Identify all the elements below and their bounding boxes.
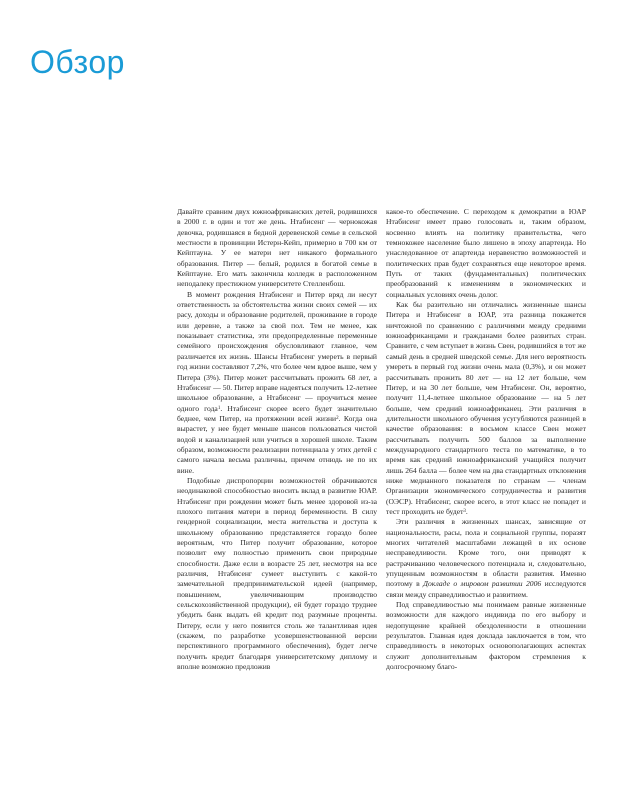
footnote-ref-1[interactable]: 1 bbox=[217, 405, 221, 411]
left-column bbox=[177, 207, 377, 672]
paragraph-text: В момент рождения Нтабисенг и Питер вряд ли несут ответственность за обстоятельства жизни своих семей — их расу, доходы и образование родителей, проживание в городе или деревне, а также за свой пол. Тем не менее, как показывает статистика, эти предопределенные переменные семейного происхождения обусловливают главное, чем различается их жизнь. Шансы Нтабисенг умереть в первый год жизни составляют 7,2%, что более чем вдвое выше, чем у Питера (3%). Питер может рассчитывать прожить 68 лет, а Нтабисенг — 50. Питер вправе надеяться получить 12-летнее школьное образование, а Нтабисенг — проучиться менее одного года bbox=[177, 289, 377, 413]
paragraph-text: Как бы разительно ни отличались жизненные шансы Питера и Нтабисенг в ЮАР, эта разница покажется ничтожной по сравнению с различиями между средними южноафриканцами и гражданами более развитых стран. Сравните, с чем вступает в жизнь Свен, родившийся в тот же самый день в средней шведской семье. Для него вероятность умереть в первый год жизни очень мала (0,3%), и он может рассчитывать прожить 80 лет — на 12 лет больше, чем Питер, и на 30 лет больше, чем Нтабисенг. Он, вероятно, получит 11,4-летнее школьное образование — на 5 лет больше, чем средний южноафриканец. Эти различия в длительности школьного обучения усугубляются разницей в качестве образования: в восьмом классе Свен может рассчитывать получить 500 баллов за выполнение международного стандартного теста по математике, в то время как средний южноафриканский учащийся получит лишь 264 балла — более чем на два стандартных отклонения ниже медианного показателя по странам — членам Организации экономического сотрудничества и развития (ОЭСР). Нтабисенг, скорее всего, в этот класс не попадет и тест проходить не будет bbox=[386, 300, 586, 516]
paragraph-text: . Когда она вырастет, у нее будет меньше шансов пользоваться чистой водой и канализацией или учиться в хорошей школе. Таким образом, возможности реализации потенциала у этих детей с самого начала весьма различны, причем отнюдь не по их вине. bbox=[177, 413, 377, 475]
paragraph: Подобные диспропорции возможностей обрачиваются неодинаковой способностью вносить вклад в развитие ЮАР. Нтабисенг при рождении может быть менее здоровой из-за плохого питания матери в период беременности. В силу гендерной социализации, места жительства и доступа к школьному образованию представляется гораздо более вероятным, что Питер получит образование, которое позволит ему полностью применить свои природные способности. Даже если в возрасте 25 лет, несмотря на все различия, Нтабисенг сумеет выступить с какой-то замечательной предпринимательской идеей (например, повышением, увеличивающим производство сельскохозяйственной продукции), ей будет гораздо труднее убедить банк выдать ей кредит под разумные проценты. Питеру, если у него появится столь же талантливая идея (скажем, по разработке усовершенствованной версии перспективного программного обеспечения), будет легче получить кредит благодаря университетскому диплому и вполне возможно предложив bbox=[177, 475, 377, 672]
report-title: Докладе о мировом развитии 2006 bbox=[423, 579, 542, 589]
paragraph-text: Эти различия в жизненных шансах, зависящие от национальности, расы, пола и социальной группы, поразят многих читателей масштабами лежащей в их основе несправедливости. Кроме того, они приводят к растрачиванию человеческого потенциала и, следовательно, упущенным возможностям в области развития. Именно поэтому в bbox=[386, 517, 586, 589]
paragraph-text: . bbox=[465, 506, 468, 516]
paragraph: Давайте сравним двух южноафриканских детей, родившихся в 2000 г. в один и тот же день. Нтабисенг — чернокожая девочка, родившаяся в бедной деревенской семье в сельской местности в провинции Истерн-Кейп, примерно в 700 км от Кейптауна. У ее матери нет никакого формального образования. Питер — белый, родился в богатой семье в Кейптауне. Его мать закончила колледж в расположенном неподалеку престижном университете Стелленбош. bbox=[177, 207, 377, 289]
footnote-ref-2[interactable]: 2 bbox=[336, 415, 339, 421]
paragraph-text: . Нтабисенг скорее всего будет значительно беднее, чем Питер, на протяжении всей жизни bbox=[177, 403, 377, 423]
paragraph bbox=[386, 517, 586, 600]
paragraph: какое-то обеспечение. С переходом к демократии в ЮАР Нтабисенг имеет право голосовать и, таким образом, косвенно влиять на политику правительства, чего темнокожее население было лишено в эпоху апартеида. Но унаследованное от апартеида неравенство возможностей и политических прав будет сохраняться еще некоторое время. Путь от таких (фундаментальных) политических преобразований к изменениям в экономических и социальных условиях очень долог. bbox=[386, 207, 586, 299]
page-title: Обзор bbox=[30, 44, 125, 80]
paragraph-text: исследуются связи между справедливостью и развитием. bbox=[386, 579, 586, 599]
footnote-ref-3[interactable]: 3 bbox=[463, 508, 466, 514]
paragraph bbox=[177, 290, 377, 476]
right-column bbox=[386, 207, 586, 672]
paragraph bbox=[386, 300, 586, 517]
paragraph: Под справедливостью мы понимаем равные жизненные возможности для каждого индивида по его выбору и недопущение крайней обездоленности в отношении результатов. Главная идея доклада заключается в том, что справедливость в некоторых основополагающих аспектах служит дополнительным фактором стремления к долгосрочному благо- bbox=[386, 600, 586, 672]
